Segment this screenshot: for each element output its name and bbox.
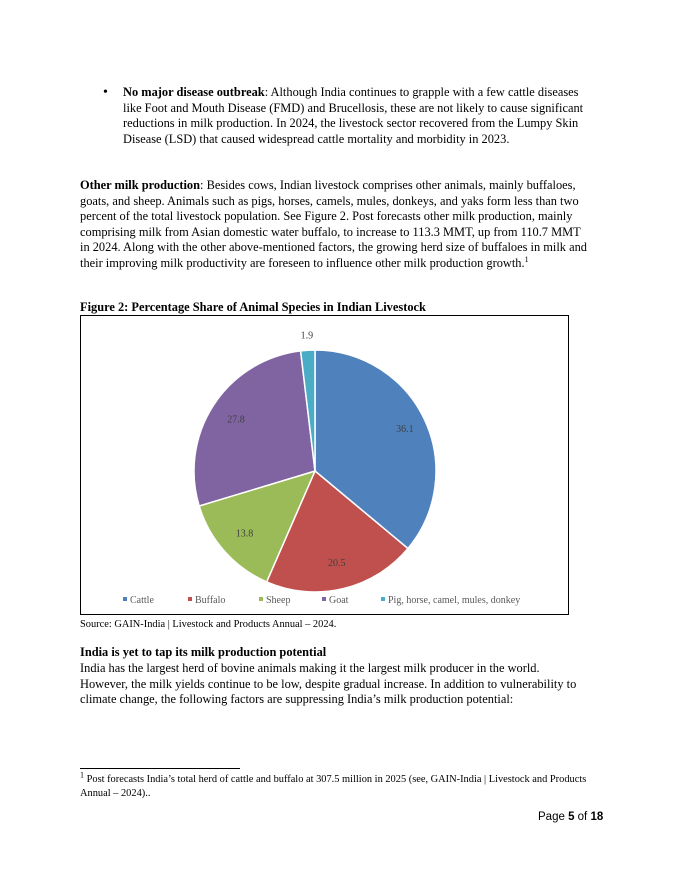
legend-label: Cattle: [130, 595, 154, 606]
bullet-body: : Although India continues to grapple with a few cattle diseases like Foot and Mouth Disease (FMD) and Brucellosis, these are not likely to cause significant reductions in milk production. In 2024, the livestock sector recovered from the Lumpy Skin Disease (LSD) that caused widespread cattle mortality and morbidity in 2023.: [123, 85, 584, 146]
pie-chart: [80, 315, 569, 615]
legend-label: Goat: [329, 595, 349, 606]
pie-data-label: 20.5: [327, 557, 346, 569]
bullet-dot-icon: •: [103, 85, 108, 100]
legend-swatch: [123, 597, 127, 601]
legend-swatch: [322, 597, 326, 601]
other-milk-body: : Besides cows, Indian livestock comprises other animals, mainly buffaloes, goats, and sheep. Animals such as pigs, horses, camels, mules, donkeys, and yaks form less than two percent of the total livestock population. See Figure 2. Post forecasts other milk production, mainly comprising milk from Asian domestic water buffalo, to increase to 113.3 MMT, up from 110.7 MMT in 2024. Along with the other above-mentioned factors, the growing herd size of buffaloes in milk and their improving milk productivity are foreseen to influence other milk production growth.: [80, 178, 587, 270]
pie-data-label: 13.8: [235, 528, 254, 540]
page-number-total: 18: [590, 811, 604, 823]
other-milk-bold: Other milk production: [80, 178, 201, 192]
footnote-divider: [80, 768, 240, 769]
page-number-current: 5: [568, 811, 575, 823]
section-paragraph: India has the largest herd of bovine animals making it the largest milk producer in the world. However, the milk yields continue to be low, despite gradual increase. In addition to vulnerability to climate change, the following factors are suppressing India’s milk production potential:: [80, 661, 577, 706]
footnote-text: Post forecasts India’s total herd of cattle and buffalo at 307.5 million in 2025 (see, GAIN-India | Livestock and Products Annual – 2024)..: [80, 774, 587, 799]
section-heading: India is yet to tap its milk production potential: [80, 645, 327, 659]
bullet-bold: No major disease outbreak: [123, 85, 265, 99]
page-number-prefix: Page: [538, 811, 569, 823]
footnote: [80, 770, 590, 801]
legend-label: Pig, horse, camel, mules, donkey: [388, 595, 521, 606]
legend-swatch: [381, 597, 385, 601]
other-milk-paragraph: [80, 178, 590, 271]
bullet-text: [123, 85, 593, 147]
footnote-ref[interactable]: 1: [524, 254, 529, 264]
page-number-separator: of: [574, 811, 591, 823]
pie-data-label: 36.1: [396, 423, 414, 435]
figure-title: Figure 2: Percentage Share of Animal Species in Indian Livestock: [80, 300, 426, 314]
footnote-marker: 1: [80, 770, 84, 780]
pie-data-label: 27.8: [227, 414, 245, 426]
pie-chart-svg: [81, 316, 570, 616]
legend-swatch: [259, 597, 263, 601]
page-number: [538, 810, 603, 824]
legend-label: Buffalo: [195, 595, 226, 606]
legend-swatch: [188, 597, 192, 601]
figure-source: Source: GAIN-India | Livestock and Products Annual – 2024.: [80, 619, 337, 630]
legend-label: Sheep: [266, 595, 291, 606]
pie-data-label: 1.9: [300, 330, 314, 342]
